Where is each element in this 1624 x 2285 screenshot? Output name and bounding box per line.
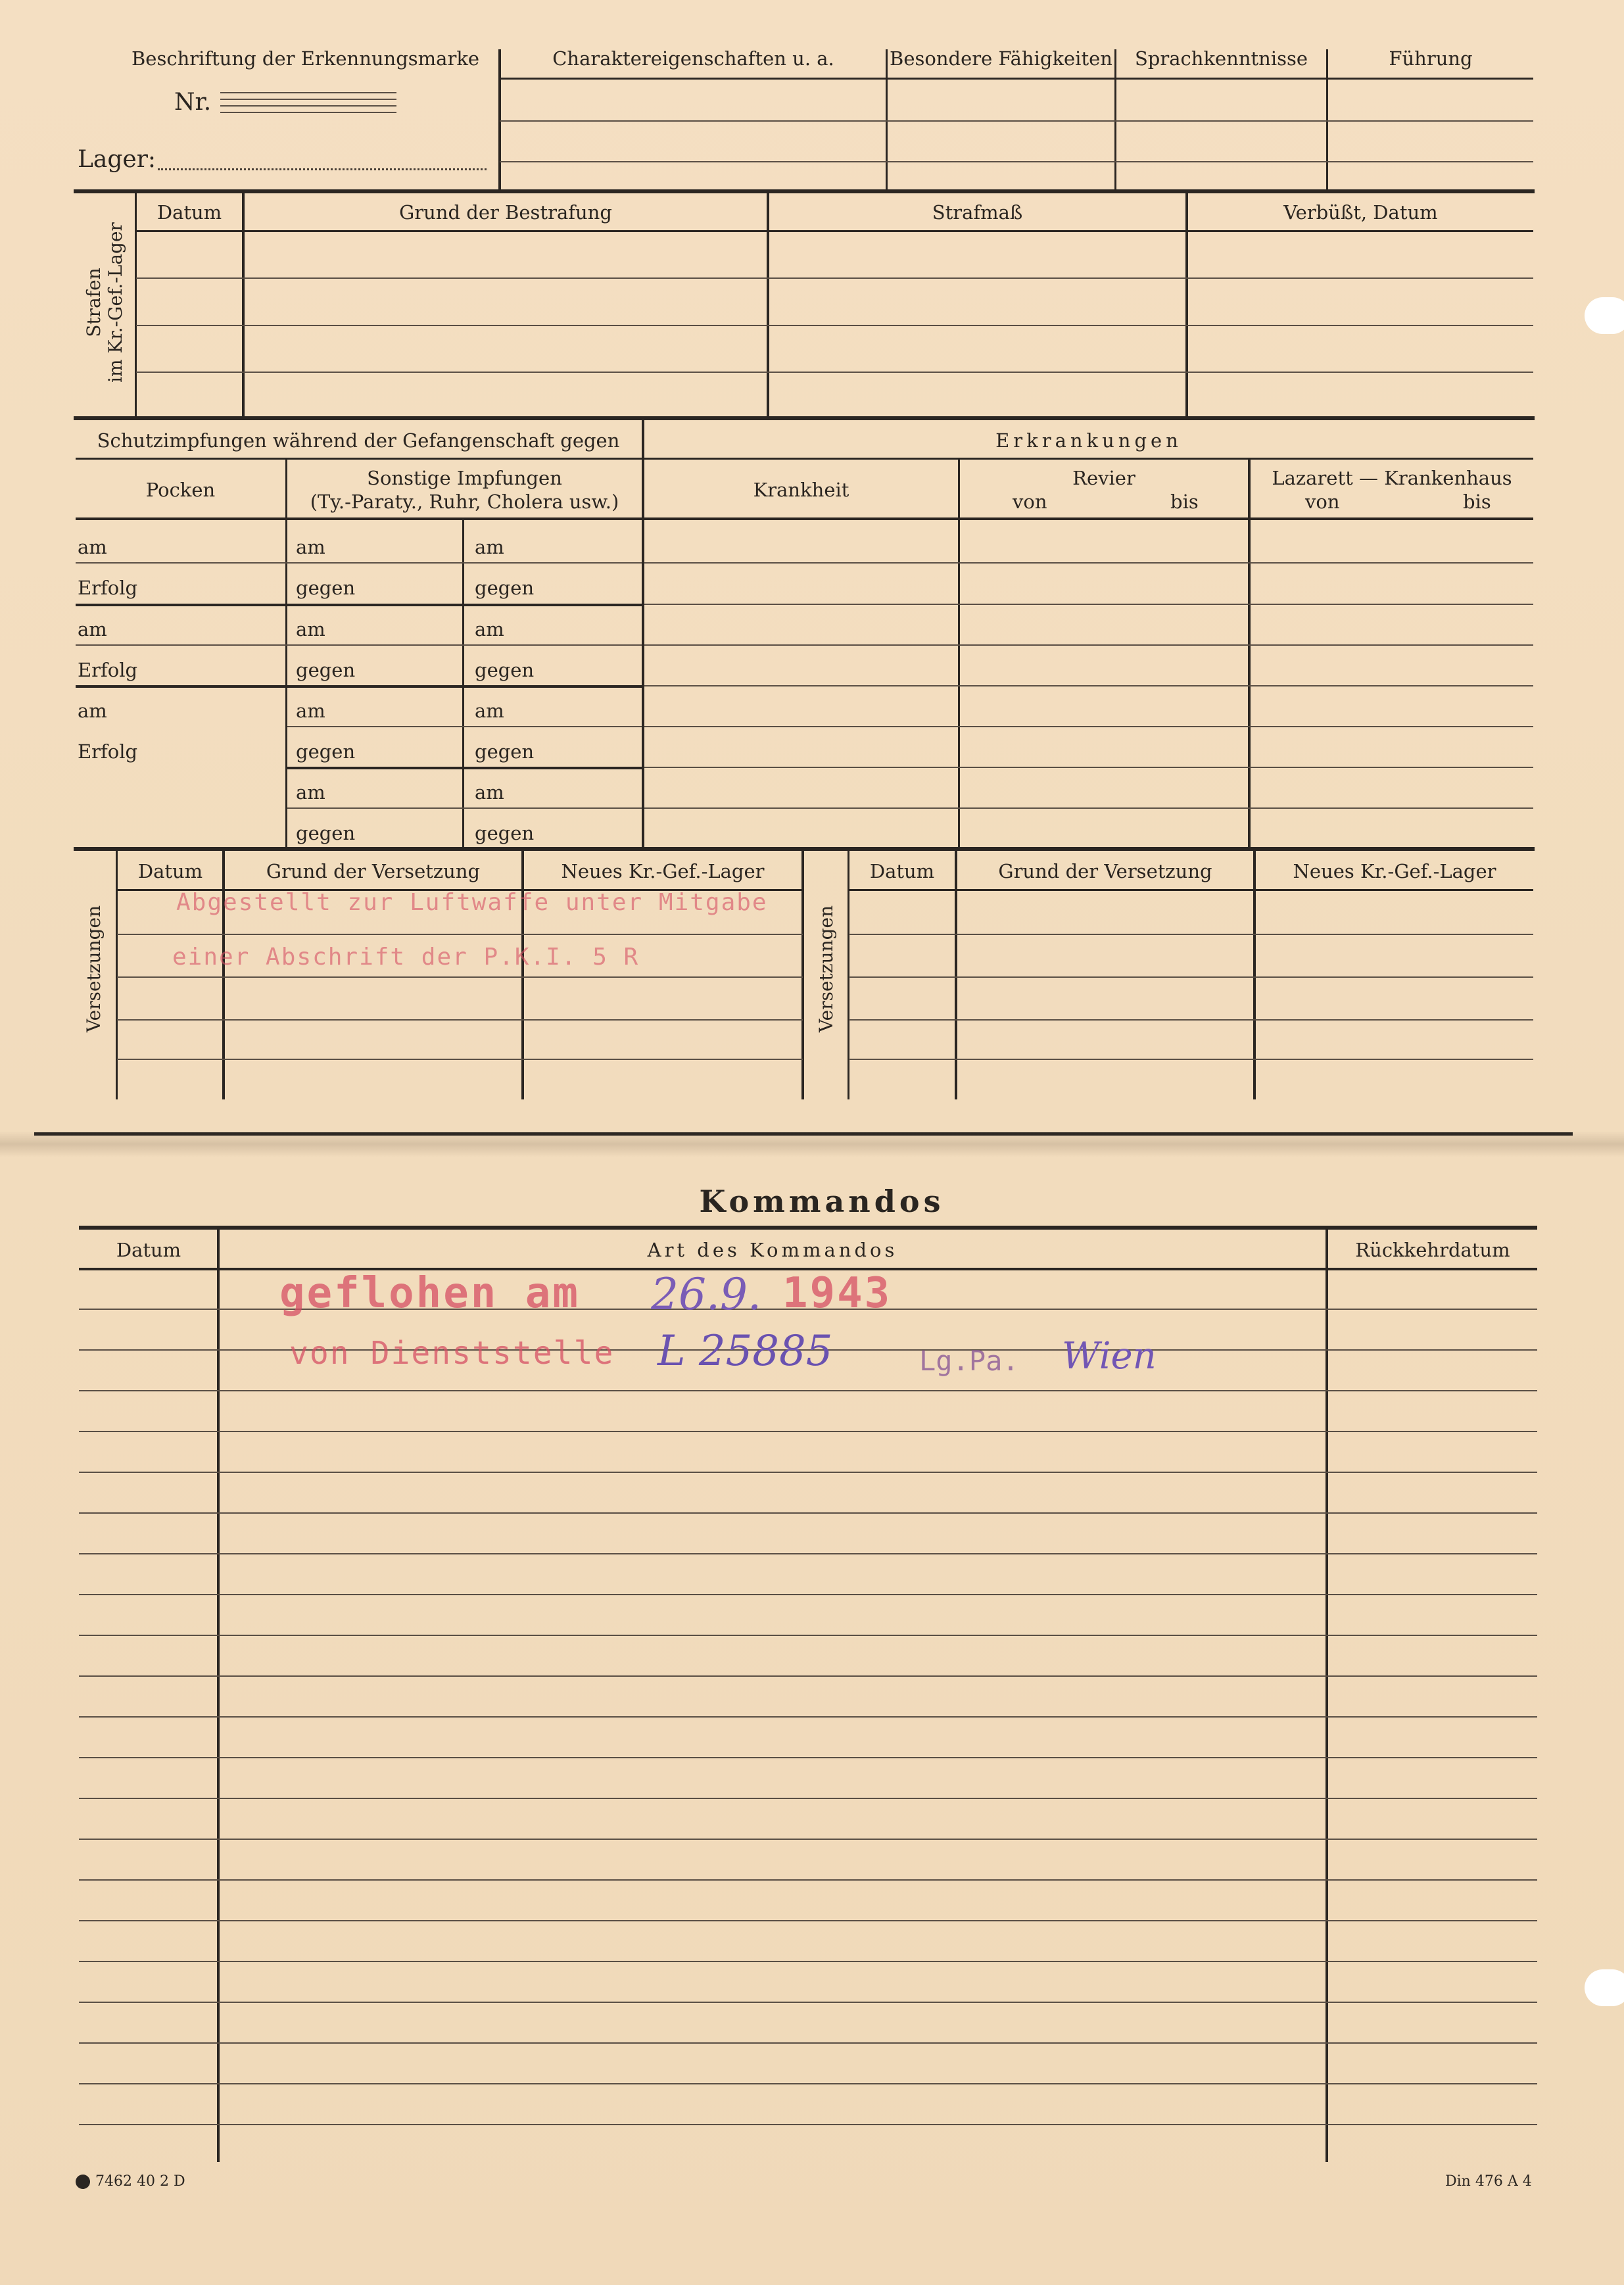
impf-row4-erfolg: Erfolg bbox=[78, 659, 138, 681]
impfungen-header: Schutzimpfungen während der Gefangenschaft gegen bbox=[97, 429, 620, 452]
impf-hline-head bbox=[76, 517, 1533, 520]
komm-rule-line bbox=[79, 1390, 1537, 1391]
erk-hline-2 bbox=[644, 604, 1533, 605]
vers-right-hline-2 bbox=[849, 976, 1533, 978]
impf-hline-5 bbox=[287, 726, 642, 727]
impf-row2-erfolg: Erfolg bbox=[78, 577, 138, 599]
impf-row5-am-b: am bbox=[475, 700, 504, 722]
impf-pocken: Pocken bbox=[145, 479, 216, 501]
nr-line-1 bbox=[220, 92, 396, 93]
komm-rule-line bbox=[79, 1920, 1537, 1921]
vers-left-hline-4 bbox=[117, 1059, 803, 1060]
impf-row3-am-b: am bbox=[475, 618, 504, 640]
impf-sonstige-1: Sonstige Impfungen bbox=[367, 467, 562, 489]
komm-rule-line bbox=[79, 2124, 1537, 2125]
komm-datum: Datum bbox=[116, 1239, 181, 1261]
strafen-hline-c bbox=[136, 372, 1533, 373]
strafen-hline-a bbox=[136, 277, 1533, 279]
komm-rule-line bbox=[79, 1431, 1537, 1432]
strafen-hline-head bbox=[136, 230, 1533, 232]
vers-left-vline-1 bbox=[222, 850, 225, 1099]
impf-row7-am-b: am bbox=[475, 781, 504, 804]
impf-hline-4 bbox=[76, 685, 642, 688]
komm-rule-line bbox=[79, 1798, 1537, 1799]
impf-row7-am-a: am bbox=[296, 781, 325, 804]
impf-bottom bbox=[74, 847, 1535, 851]
strafen-grund: Grund der Bestrafung bbox=[399, 201, 612, 224]
footer-left: 7462 40 2 D bbox=[95, 2173, 185, 2190]
hand-wien: Wien bbox=[1062, 1335, 1157, 1378]
impf-row1-am-a: am bbox=[296, 536, 325, 558]
vers-right-vline-2 bbox=[1253, 850, 1256, 1099]
vers-right-hline-head bbox=[849, 889, 1533, 891]
impf-row3-am-a: am bbox=[296, 618, 325, 640]
label-fuehrung: Führung bbox=[1389, 47, 1473, 70]
komm-rule-line bbox=[79, 1879, 1537, 1881]
strafen-side-1: Strafen bbox=[83, 268, 105, 337]
impf-row4-gegen-a: gegen bbox=[296, 659, 356, 681]
stamp-abgestellt: Abgestellt zur Luftwaffe unter Mitgabe bbox=[176, 889, 768, 916]
label-nr: Nr. bbox=[174, 89, 212, 116]
komm-rule-line bbox=[79, 2002, 1537, 2003]
impf-row6-gegen-a: gegen bbox=[296, 740, 356, 763]
impf-vline-inner bbox=[462, 519, 464, 849]
vers-right-datum: Datum bbox=[869, 860, 935, 882]
komm-rule-line bbox=[79, 1594, 1537, 1595]
strafen-vline-3 bbox=[1185, 192, 1188, 418]
erk-lazarett-von: von bbox=[1305, 491, 1340, 513]
vers-right-hline-3 bbox=[849, 1019, 1533, 1021]
strafen-vline-2 bbox=[767, 192, 769, 418]
stamp-lgpa: Lg.Pa. bbox=[919, 1345, 1019, 1377]
strafen-hline-b bbox=[136, 325, 1533, 326]
vers-left-hline-3 bbox=[117, 1019, 803, 1021]
impf-hline-6 bbox=[287, 767, 642, 769]
stamp-dienststelle: von Dienststelle bbox=[289, 1335, 615, 1372]
strafen-bottom bbox=[74, 416, 1535, 420]
label-beschriftung: Beschriftung der Erkennungsmarke bbox=[131, 47, 480, 70]
komm-rule-line bbox=[79, 1757, 1537, 1758]
komm-rule-line bbox=[79, 1716, 1537, 1718]
impf-row5-am-a: am bbox=[296, 700, 325, 722]
erkrankungen-header: Erkrankungen bbox=[995, 429, 1182, 452]
hand-number: L 25885 bbox=[657, 1327, 833, 1376]
impf-row1-am: am bbox=[78, 536, 107, 558]
erk-revier-von: von bbox=[1013, 491, 1047, 513]
vers-right-hline-1 bbox=[849, 934, 1533, 935]
top-hline-head bbox=[500, 78, 1533, 80]
paper-fold bbox=[0, 1131, 1624, 1157]
impf-row1-am-b: am bbox=[475, 536, 504, 558]
komm-vline-2 bbox=[1325, 1228, 1328, 2162]
erk-revier-bis: bis bbox=[1170, 491, 1199, 513]
impf-sonstige-2: (Ty.-Paraty., Ruhr, Cholera usw.) bbox=[310, 491, 619, 513]
komm-rueckkehr: Rückkehrdatum bbox=[1355, 1239, 1510, 1261]
footer-left-group bbox=[76, 2173, 185, 2190]
impf-row4-gegen-b: gegen bbox=[475, 659, 535, 681]
vers-left-vline-2 bbox=[521, 850, 524, 1099]
strafen-vline-1 bbox=[242, 192, 245, 418]
impf-hline-sub bbox=[76, 458, 1533, 460]
komm-rule-line bbox=[79, 1553, 1537, 1554]
komm-hline-top bbox=[79, 1226, 1537, 1230]
strafen-side-label bbox=[83, 220, 126, 385]
vers-left-grund: Grund der Versetzung bbox=[266, 860, 481, 882]
impf-hline-2 bbox=[76, 604, 642, 606]
punch-hole-bottom bbox=[1585, 1969, 1624, 2006]
komm-rule-line bbox=[79, 1675, 1537, 1677]
impf-row2-gegen-b: gegen bbox=[475, 577, 535, 599]
komm-rule-line bbox=[79, 2042, 1537, 2044]
erk-lazarett: Lazarett — Krankenhaus bbox=[1272, 467, 1512, 489]
komm-rule-line bbox=[79, 1635, 1537, 1636]
komm-art: Art des Kommandos bbox=[647, 1239, 898, 1261]
vers-right-neues: Neues Kr.-Gef.-Lager bbox=[1293, 860, 1496, 882]
nr-line-3 bbox=[220, 105, 396, 107]
impf-hline-3 bbox=[76, 644, 642, 646]
vers-side-left: Versetzungen bbox=[83, 905, 105, 1032]
erk-hline-1 bbox=[644, 562, 1533, 564]
vers-left-vline-0 bbox=[116, 850, 118, 1099]
label-sprachkenntnisse: Sprachkenntnisse bbox=[1134, 47, 1308, 70]
impf-row8-gegen-a: gegen bbox=[296, 822, 356, 844]
stamp-year: 1943 bbox=[782, 1269, 892, 1318]
erk-hline-5 bbox=[644, 726, 1533, 727]
strafen-vline-0 bbox=[135, 192, 137, 418]
vers-right-vline-1 bbox=[955, 850, 957, 1099]
vers-side-right: Versetzungen bbox=[815, 905, 837, 1032]
impf-row2-gegen-a: gegen bbox=[296, 577, 356, 599]
vers-left-hline-2 bbox=[117, 976, 803, 978]
komm-rule-line bbox=[79, 2083, 1537, 2084]
vers-left-hline-1 bbox=[117, 934, 803, 935]
stamp-geflohen: geflohen am bbox=[279, 1269, 580, 1318]
nr-line-4 bbox=[220, 112, 396, 113]
stamp-abschrift: einer Abschrift der P.K.I. 5 R bbox=[172, 944, 640, 971]
strafen-verbuesst: Verbüßt, Datum bbox=[1283, 201, 1438, 224]
top-hline-a bbox=[500, 120, 1533, 122]
hand-date: 26.9. bbox=[651, 1269, 761, 1320]
erk-hline-4 bbox=[644, 685, 1533, 686]
top-section-bottom bbox=[74, 189, 1535, 193]
komm-rule-line bbox=[79, 1839, 1537, 1840]
punch-hole-top bbox=[1585, 297, 1624, 334]
nr-line-2 bbox=[220, 99, 396, 100]
strafen-side-2: im Kr.-Gef.-Lager bbox=[105, 222, 126, 383]
label-lager: Lager: bbox=[78, 146, 156, 173]
impf-hline-7 bbox=[287, 807, 642, 809]
strafen-datum: Datum bbox=[156, 201, 222, 224]
footer-right: Din 476 A 4 bbox=[1445, 2173, 1532, 2190]
impf-row8-gegen-b: gegen bbox=[475, 822, 535, 844]
label-charakter: Charaktereigenschaften u. a. bbox=[552, 47, 834, 70]
erk-krankheit: Krankheit bbox=[753, 479, 849, 501]
footer-seal-icon bbox=[76, 2175, 90, 2189]
erk-hline-3 bbox=[644, 644, 1533, 646]
top-hline-b bbox=[500, 161, 1533, 162]
strafen-strafmass: Strafmaß bbox=[932, 201, 1023, 224]
erk-hline-7 bbox=[644, 807, 1533, 809]
komm-vline-1 bbox=[217, 1228, 220, 2162]
vers-right-vline-0 bbox=[848, 850, 849, 1099]
erk-lazarett-bis: bis bbox=[1463, 491, 1491, 513]
kommandos-title: Kommandos bbox=[699, 1184, 945, 1219]
impf-row6-gegen-b: gegen bbox=[475, 740, 535, 763]
vers-left-vline-3 bbox=[801, 850, 804, 1099]
impf-row3-am: am bbox=[78, 618, 107, 640]
impf-hline-1 bbox=[76, 562, 642, 564]
lager-dotted-line bbox=[158, 168, 487, 170]
erk-revier: Revier bbox=[1072, 467, 1135, 489]
vers-left-neues: Neues Kr.-Gef.-Lager bbox=[561, 860, 765, 882]
vers-left-datum: Datum bbox=[137, 860, 203, 882]
impf-row6-erfolg: Erfolg bbox=[78, 740, 138, 763]
komm-rule-line bbox=[79, 1961, 1537, 1962]
komm-rule-line bbox=[79, 1512, 1537, 1514]
vers-right-hline-4 bbox=[849, 1059, 1533, 1060]
label-faehigkeiten: Besondere Fähigkeiten bbox=[890, 47, 1112, 70]
vers-right-grund: Grund der Versetzung bbox=[998, 860, 1212, 882]
komm-rule-line bbox=[79, 1472, 1537, 1473]
impf-row5-am: am bbox=[78, 700, 107, 722]
erk-hline-6 bbox=[644, 767, 1533, 768]
